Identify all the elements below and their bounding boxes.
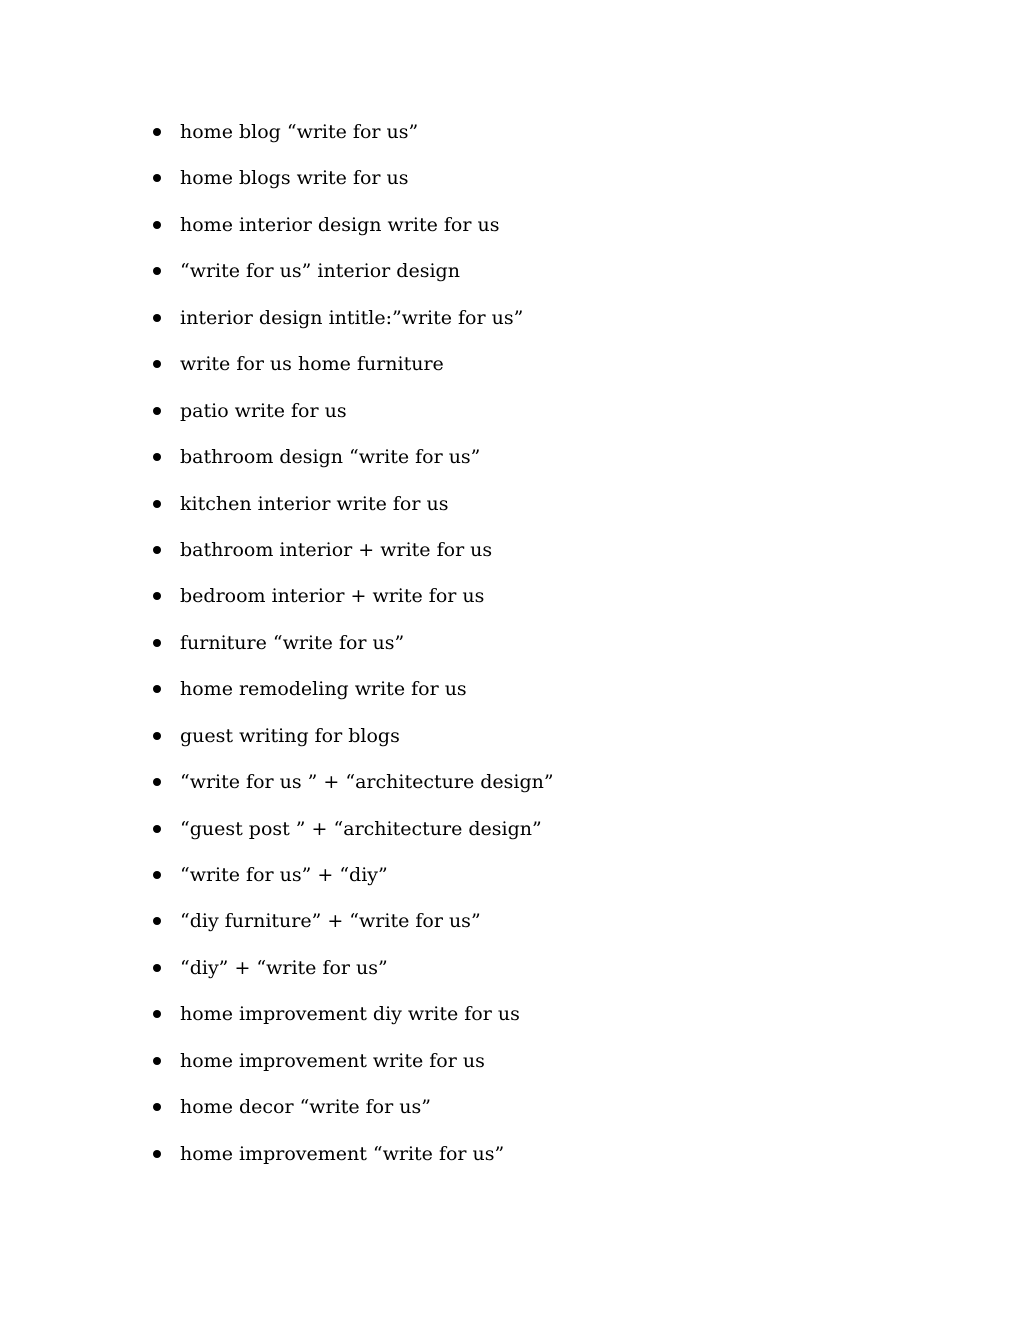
list-item-text: “diy furniture” + “write for us”	[180, 910, 481, 933]
list-item-text: kitchen interior write for us	[180, 492, 449, 515]
bullet-icon	[153, 1057, 161, 1065]
list-item	[150, 488, 910, 534]
bullet-icon	[153, 221, 161, 229]
list-item-text: home blogs write for us	[180, 167, 409, 190]
list-item	[150, 905, 910, 951]
list-item	[150, 1045, 910, 1091]
list-item	[150, 720, 910, 766]
bullet-icon	[153, 360, 161, 368]
list-item-text: furniture “write for us”	[180, 631, 405, 654]
list-item	[150, 813, 910, 859]
list-item	[150, 1138, 910, 1184]
list-item	[150, 162, 910, 208]
list-item	[150, 209, 910, 255]
list-item-text: home improvement write for us	[180, 1049, 485, 1072]
bullet-icon	[153, 917, 161, 925]
bullet-icon	[153, 500, 161, 508]
list-item-text: “diy” + “write for us”	[180, 956, 388, 979]
bullet-icon	[153, 964, 161, 972]
bullet-icon	[153, 685, 161, 693]
bullet-icon	[153, 453, 161, 461]
list-item	[150, 302, 910, 348]
bullet-icon	[153, 732, 161, 740]
list-item	[150, 395, 910, 441]
bullet-icon	[153, 778, 161, 786]
list-item-text: home interior design write for us	[180, 213, 500, 236]
list-item-text: home improvement “write for us”	[180, 1142, 505, 1165]
list-item-text: “write for us ” + “architecture design”	[180, 771, 554, 794]
bullet-icon	[153, 592, 161, 600]
bullet-icon	[153, 174, 161, 182]
bullet-icon	[153, 825, 161, 833]
list-item-text: home remodeling write for us	[180, 678, 467, 701]
list-item	[150, 1091, 910, 1137]
list-item	[150, 627, 910, 673]
list-item-text: “write for us” + “diy”	[180, 864, 388, 886]
list-item-text: home improvement diy write for us	[180, 1003, 520, 1026]
bullet-icon	[153, 407, 161, 415]
bullet-icon	[153, 128, 161, 136]
bullet-icon	[153, 1010, 161, 1018]
list-item	[150, 534, 910, 580]
list-item-text: home blog “write for us”	[180, 121, 419, 143]
list-item-text: home decor “write for us”	[180, 1096, 431, 1119]
list-item	[150, 859, 910, 905]
list-item	[150, 766, 910, 812]
bullet-icon	[153, 314, 161, 322]
list-item-text: patio write for us	[180, 399, 347, 422]
list-item	[150, 255, 910, 301]
list-item	[150, 116, 910, 162]
list-item	[150, 952, 910, 998]
list-item	[150, 348, 910, 394]
list-item-text: write for us home furniture	[180, 353, 444, 376]
list-item	[150, 998, 910, 1044]
list-item	[150, 580, 910, 626]
list-item-text: interior design intitle:”write for us”	[180, 306, 524, 329]
bullet-icon	[153, 546, 161, 554]
list-item-text: “write for us” interior design	[180, 260, 460, 283]
bullet-icon	[153, 871, 161, 879]
list-item-text: bathroom design “write for us”	[180, 446, 481, 469]
bullet-icon	[153, 1150, 161, 1158]
list-item-text: guest writing for blogs	[180, 724, 400, 747]
list-item-text: bathroom interior + write for us	[180, 538, 493, 561]
bullet-icon	[153, 639, 161, 647]
list-item-text: “guest post ” + “architecture design”	[180, 817, 542, 840]
bullet-icon	[153, 1103, 161, 1111]
list-item-text: bedroom interior + write for us	[180, 585, 485, 608]
keyword-bullet-list	[150, 116, 910, 1184]
list-item	[150, 673, 910, 719]
bullet-icon	[153, 267, 161, 275]
list-item	[150, 441, 910, 487]
